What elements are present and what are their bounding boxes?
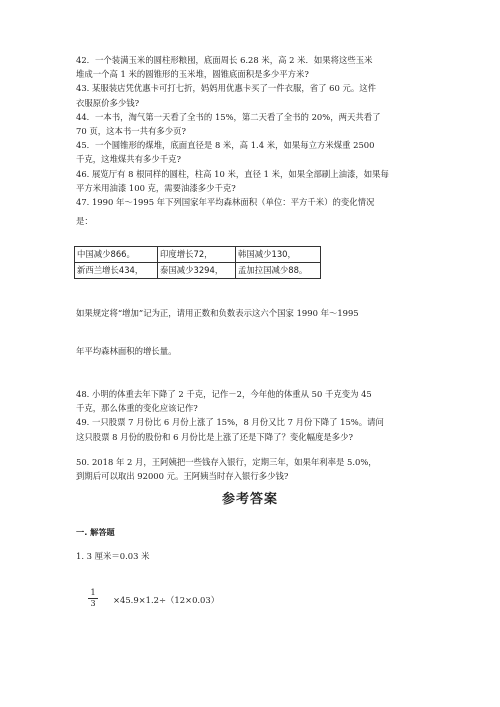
answer-line: 1. 3 厘米＝0.03 米: [76, 551, 150, 561]
table-cell: 韩国减少130，: [236, 247, 321, 263]
problem-line: 46. 展览厅有 8 根同样的圆柱，柱高 10 米，直径 1 米，如果全部刷上油漆，如果每: [76, 168, 389, 179]
problem-line: 49. 一只股票 7 月份比 6 月份上涨了 15%，8 月份又比 7 月份下降了 15%。请问: [76, 417, 384, 428]
problem-line: 70 页，这本书一共有多少页?: [76, 126, 186, 137]
problem-line: 这只股票 8 月份的股份和 6 月份比是上涨了还是下降了？变化幅度是多少?: [76, 431, 354, 442]
table-cell: 泰国减少3294，: [158, 263, 236, 279]
problem-line: 43. 某服装店凭优惠卡可打七折，妈妈用优惠卡买了一件衣服，省了 60 元。这件: [76, 83, 376, 94]
fraction-numerator: 1: [88, 588, 98, 599]
answer-1: [76, 549, 430, 563]
problems-42-47: [76, 53, 430, 228]
table-cell: 印度增长72，: [158, 247, 236, 263]
answer-2-expression: ×45.9×1.2÷（12×0.03）: [113, 595, 220, 605]
table-row: [75, 263, 321, 279]
problem-line: 千克，那么体重的变化应该记作?: [76, 403, 198, 414]
table-row: [75, 247, 321, 263]
problem-line: 堆成一个高 1 米的圆锥形的玉米堆，圆锥底面积是多少平方米?: [76, 69, 309, 80]
fraction-one-third: [88, 588, 98, 609]
problem-line: 42．一个装满玉米的圆柱形粮囤，底面周长 6.28 米，高 2 米．如果将这些玉米: [76, 55, 373, 65]
problems-48-49: [76, 387, 430, 444]
problem-line: 48. 小明的体重去年下降了 2 千克，记作－2，今年他的体重从 50 千克变为 45: [76, 389, 372, 399]
section-heading: 一. 解答题: [76, 527, 115, 537]
q47-prompt: [76, 306, 430, 320]
problem-line: 如果规定将“增加”记为正，请用正数和负数表示这六个国家 1990 年～1995: [76, 308, 359, 318]
answer-key-title: 参考答案: [221, 492, 278, 507]
problem-line: 是：: [76, 216, 93, 227]
problem-line: 45．一个圆锥形的煤堆，底面直径是 8 米，高 1.4 米，如果每立方米煤重 2500: [76, 140, 375, 151]
table-cell: 新西兰增长434，: [75, 263, 158, 279]
fraction-denominator: 3: [90, 599, 96, 608]
problem-line: 平方米用油漆 100 克，需要油漆多少千克?: [76, 182, 236, 193]
forest-area-table: [74, 246, 321, 279]
problem-line: 千克，这堆煤共有多少千克?: [76, 154, 181, 165]
problem-50: [76, 455, 430, 483]
problem-line: 到期后可以取出 92000 元。王阿姨当时存入银行多少钱?: [76, 471, 289, 482]
problem-line: 衣服原价多少钱?: [76, 97, 140, 108]
problem-line: 44．一本书，淘气第一天看了全书的 15%，第二天看了全书的 20%，两天共看了: [76, 111, 381, 122]
problem-line: 年平均森林面积的增长量。: [76, 346, 177, 356]
table-cell: 中国减少866。: [75, 247, 158, 263]
table-cell: 孟加拉国减少88。: [236, 263, 321, 279]
problem-line: 47. 1990 年～1995 年下列国家年平均森林面积（单位：平方千米）的变化情况: [76, 197, 375, 208]
problem-line: 50. 2018 年 2 月，王阿姨把一些钱存入银行，定期三年，如果年利率是 5.0%，: [76, 457, 377, 467]
q47-prompt-continued: [76, 344, 430, 358]
